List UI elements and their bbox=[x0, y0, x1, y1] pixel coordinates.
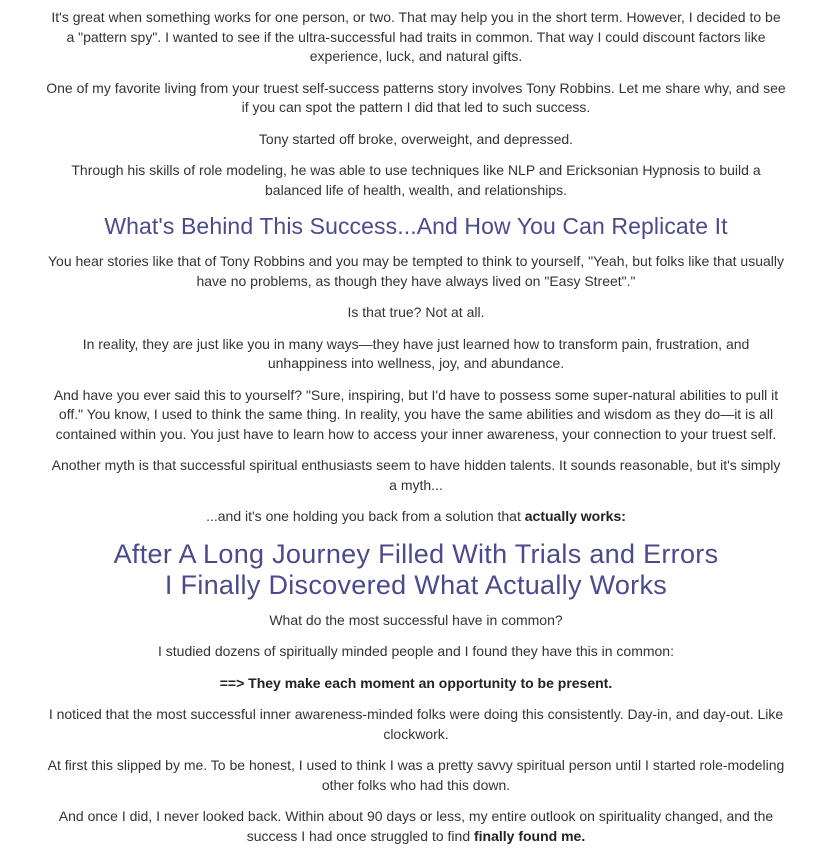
paragraph-consistently: I noticed that the most successful inner awareness-minded folks were doing this consistently. Day-in, and day-out. Like clockwork. bbox=[48, 706, 784, 742]
key-point-text: ==> They make each moment an opportunity to be present. bbox=[219, 674, 613, 691]
key-point bbox=[46, 674, 786, 694]
paragraph-super-natural: And have you ever said this to yourself? "Sure, inspiring, but I'd have to possess some super-natural abilities to pull it off." You know, I used to think the same thing. In reality, you have the same abilities and wisdom as they do—it is all contained within you. You just have to learn how to access your inner awareness, your connection to your truest self. bbox=[53, 386, 779, 442]
paragraph-role-modeling: Through his skills of role modeling, he was able to use techniques like NLP and Ericksonian Hypnosis to build a balanced life of health, wealth, and relationships. bbox=[71, 162, 761, 198]
paragraph-solution-line bbox=[46, 507, 786, 527]
paragraph-common-question: What do the most successful have in common? bbox=[269, 611, 563, 628]
main-heading-line-2: I Finally Discovered What Actually Works bbox=[164, 569, 668, 600]
paragraph-tony-robbins-intro: One of my favorite living from your truest self-success patterns story involves Tony Robbins. Let me share why, and see if you can spot the pattern I did that led to such success. bbox=[46, 79, 786, 115]
closing-line-lead: And once I did, I never looked back. Within about 90 days or less, my entire outlook on spirituality changed, and the success I had once struggled to find bbox=[58, 808, 774, 844]
paragraph-easy-street: You hear stories like that of Tony Robbins and you may be tempted to think to yourself, "Yeah, but folks like that usually have no problems, as though they have always lived on "Easy Street"." bbox=[48, 253, 784, 289]
closing-line-bold: finally found me. bbox=[474, 827, 586, 844]
paragraph-studied-dozens: I studied dozens of spiritually minded people and I found they have this in common: bbox=[158, 643, 674, 659]
solution-line-lead: ...and it's one holding you back from a solution that bbox=[206, 508, 525, 524]
article-body bbox=[46, 0, 786, 846]
paragraph-slipped-by: At first this slipped by me. To be honest, I used to think I was a pretty savvy spiritual person until I started role-modeling other folks who had this down. bbox=[47, 757, 785, 793]
paragraph-closing bbox=[46, 807, 786, 846]
paragraph-pattern-spy: It's great when something works for one person, or two. That may help you in the short term. However, I decided to be a "pattern spy". I wanted to see if the ultra-successful had traits in common. That way I could discount factors like experience, luck, and natural gifts. bbox=[51, 9, 781, 64]
section-heading-success: What's Behind This Success...And How You Can Replicate It bbox=[104, 213, 728, 239]
paragraph-tony-started-broke: Tony started off broke, overweight, and depressed. bbox=[258, 130, 574, 147]
paragraph-in-reality: In reality, they are just like you in many ways—they have just learned how to transform pain, frustration, and unhappiness into wellness, joy, and abundance. bbox=[82, 335, 750, 371]
paragraph-is-that-true: Is that true? Not at all. bbox=[347, 304, 485, 320]
paragraph-hidden-talents-myth: Another myth is that successful spiritual enthusiasts seem to have hidden talents. It sounds reasonable, but it's simply a myth... bbox=[51, 457, 781, 493]
main-heading-line-1: After A Long Journey Filled With Trials and Errors bbox=[113, 538, 719, 569]
solution-line-bold: actually works: bbox=[524, 508, 626, 524]
main-heading-discovery bbox=[46, 539, 786, 601]
